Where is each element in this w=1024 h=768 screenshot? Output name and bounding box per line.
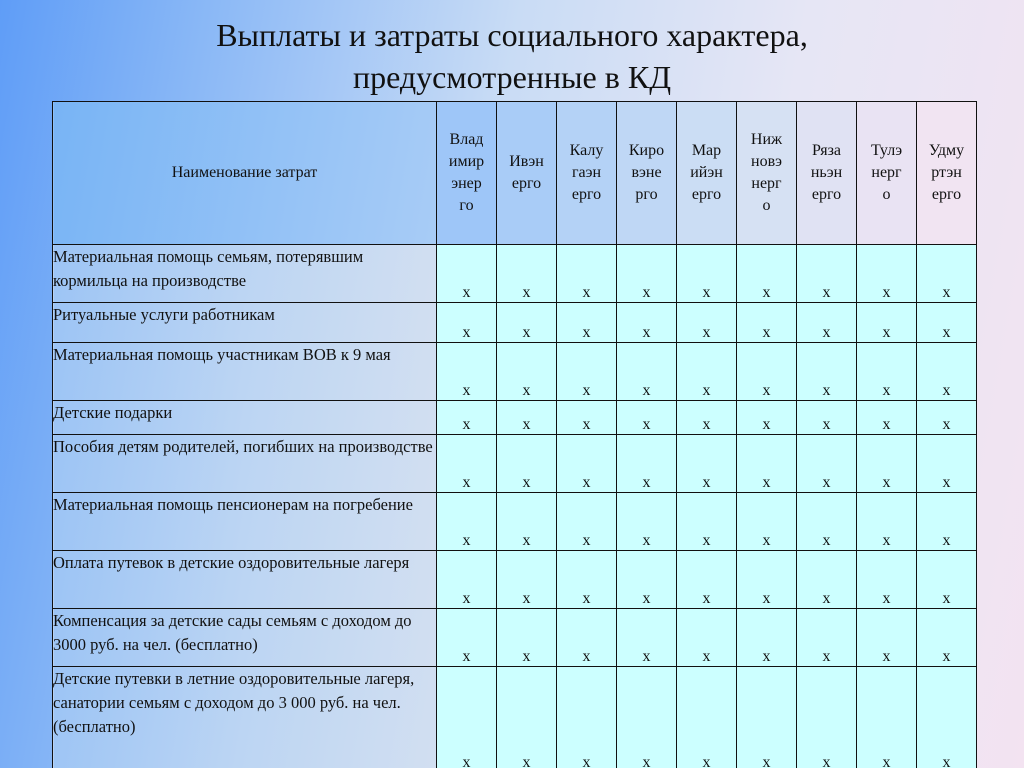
column-header bbox=[497, 102, 557, 245]
row-mark: х bbox=[917, 435, 977, 493]
column-header-label: Марийэнерго bbox=[690, 142, 723, 203]
column-header-label: Кировэнерго bbox=[628, 142, 665, 203]
table-body bbox=[53, 245, 977, 768]
row-mark: х bbox=[737, 401, 797, 435]
table-row bbox=[53, 493, 977, 551]
row-mark: х bbox=[857, 667, 917, 768]
row-mark: х bbox=[917, 245, 977, 303]
row-mark: х bbox=[917, 551, 977, 609]
row-mark: х bbox=[617, 493, 677, 551]
table-row bbox=[53, 551, 977, 609]
row-mark: х bbox=[737, 343, 797, 401]
row-mark: х bbox=[437, 401, 497, 435]
row-mark: х bbox=[437, 551, 497, 609]
row-mark: х bbox=[857, 435, 917, 493]
row-mark: х bbox=[437, 667, 497, 768]
row-mark: х bbox=[497, 343, 557, 401]
row-mark: х bbox=[557, 303, 617, 343]
table-row bbox=[53, 245, 977, 303]
row-mark: х bbox=[737, 551, 797, 609]
row-mark: х bbox=[677, 401, 737, 435]
row-mark: х bbox=[677, 493, 737, 551]
row-mark: х bbox=[857, 609, 917, 667]
row-mark: х bbox=[737, 609, 797, 667]
row-name: Детские путевки в летние оздоровительные лагеря, санатории семьям с доходом до 3 000 руб. на чел. (бесплатно) bbox=[53, 667, 437, 768]
row-mark: х bbox=[497, 667, 557, 768]
row-mark: х bbox=[437, 493, 497, 551]
row-mark: х bbox=[857, 551, 917, 609]
row-name: Материальная помощь семьям, потерявшим кормильца на производстве bbox=[53, 245, 437, 303]
column-header bbox=[737, 102, 797, 245]
row-name: Пособия детям родителей, погибших на производстве bbox=[53, 435, 437, 493]
row-mark: х bbox=[617, 401, 677, 435]
row-mark: х bbox=[737, 303, 797, 343]
row-mark: х bbox=[497, 493, 557, 551]
row-mark: х bbox=[857, 401, 917, 435]
slide-title bbox=[0, 14, 1024, 98]
row-mark: х bbox=[497, 401, 557, 435]
table-row bbox=[53, 435, 977, 493]
row-mark: х bbox=[557, 245, 617, 303]
row-mark: х bbox=[497, 551, 557, 609]
row-mark: х bbox=[857, 303, 917, 343]
column-header-label: Удмуртэнерго bbox=[928, 142, 965, 203]
name-column-header: Наименование затрат bbox=[53, 102, 437, 245]
row-mark: х bbox=[557, 551, 617, 609]
row-mark: х bbox=[677, 245, 737, 303]
column-header bbox=[797, 102, 857, 245]
row-mark: х bbox=[437, 435, 497, 493]
column-header-label: Владимирэнерго bbox=[448, 131, 485, 214]
column-header bbox=[437, 102, 497, 245]
costs-table bbox=[52, 101, 977, 768]
row-mark: х bbox=[437, 303, 497, 343]
row-mark: х bbox=[557, 435, 617, 493]
row-mark: х bbox=[677, 551, 737, 609]
row-mark: х bbox=[857, 493, 917, 551]
row-mark: х bbox=[617, 303, 677, 343]
row-mark: х bbox=[797, 493, 857, 551]
row-name: Материальная помощь пенсионерам на погребение bbox=[53, 493, 437, 551]
row-mark: х bbox=[557, 401, 617, 435]
row-mark: х bbox=[437, 245, 497, 303]
row-name: Ритуальные услуги работникам bbox=[53, 303, 437, 343]
row-mark: х bbox=[557, 667, 617, 768]
row-mark: х bbox=[737, 245, 797, 303]
row-mark: х bbox=[797, 435, 857, 493]
row-mark: х bbox=[437, 343, 497, 401]
row-mark: х bbox=[797, 667, 857, 768]
row-mark: х bbox=[797, 401, 857, 435]
row-name: Детские подарки bbox=[53, 401, 437, 435]
row-name: Оплата путевок в детские оздоровительные лагеря bbox=[53, 551, 437, 609]
column-header-label: Нижновэнерго bbox=[750, 131, 783, 214]
row-mark: х bbox=[677, 667, 737, 768]
row-mark: х bbox=[857, 343, 917, 401]
row-mark: х bbox=[617, 245, 677, 303]
row-mark: х bbox=[437, 609, 497, 667]
row-mark: х bbox=[857, 245, 917, 303]
row-mark: х bbox=[677, 343, 737, 401]
column-header-label: Ивэнерго bbox=[509, 153, 544, 192]
row-mark: х bbox=[677, 303, 737, 343]
row-mark: х bbox=[797, 551, 857, 609]
column-header bbox=[857, 102, 917, 245]
table-header-row bbox=[53, 102, 977, 245]
row-mark: х bbox=[797, 245, 857, 303]
column-header-label: Тулэнерго bbox=[870, 142, 903, 203]
table-row bbox=[53, 401, 977, 435]
row-mark: х bbox=[677, 609, 737, 667]
row-mark: х bbox=[617, 435, 677, 493]
column-header bbox=[617, 102, 677, 245]
slide-title-line-2: предусмотренные в КД bbox=[352, 59, 672, 95]
row-mark: х bbox=[557, 609, 617, 667]
row-mark: х bbox=[917, 303, 977, 343]
row-mark: х bbox=[737, 435, 797, 493]
row-mark: х bbox=[557, 493, 617, 551]
row-mark: х bbox=[617, 609, 677, 667]
table-row bbox=[53, 667, 977, 768]
table-row bbox=[53, 609, 977, 667]
row-mark: х bbox=[797, 609, 857, 667]
row-mark: х bbox=[917, 609, 977, 667]
column-header-label: Рязаньэнерго bbox=[810, 142, 843, 203]
table-row bbox=[53, 303, 977, 343]
row-mark: х bbox=[497, 303, 557, 343]
row-mark: х bbox=[917, 493, 977, 551]
row-mark: х bbox=[497, 609, 557, 667]
row-mark: х bbox=[617, 667, 677, 768]
row-mark: х bbox=[677, 435, 737, 493]
column-header bbox=[557, 102, 617, 245]
row-mark: х bbox=[797, 343, 857, 401]
row-mark: х bbox=[737, 493, 797, 551]
row-mark: х bbox=[917, 401, 977, 435]
row-name: Материальная помощь участникам ВОВ к 9 мая bbox=[53, 343, 437, 401]
table-row bbox=[53, 343, 977, 401]
row-mark: х bbox=[617, 551, 677, 609]
row-mark: х bbox=[917, 343, 977, 401]
column-header bbox=[677, 102, 737, 245]
row-mark: х bbox=[497, 245, 557, 303]
row-mark: х bbox=[917, 667, 977, 768]
row-mark: х bbox=[797, 303, 857, 343]
column-header-label: Калугаэнерго bbox=[569, 142, 604, 203]
row-mark: х bbox=[737, 667, 797, 768]
slide-title-line-1: Выплаты и затраты социального характера, bbox=[216, 17, 808, 53]
row-name: Компенсация за детские сады семьям с доходом до 3000 руб. на чел. (бесплатно) bbox=[53, 609, 437, 667]
row-mark: х bbox=[557, 343, 617, 401]
row-mark: х bbox=[497, 435, 557, 493]
row-mark: х bbox=[617, 343, 677, 401]
column-header bbox=[917, 102, 977, 245]
